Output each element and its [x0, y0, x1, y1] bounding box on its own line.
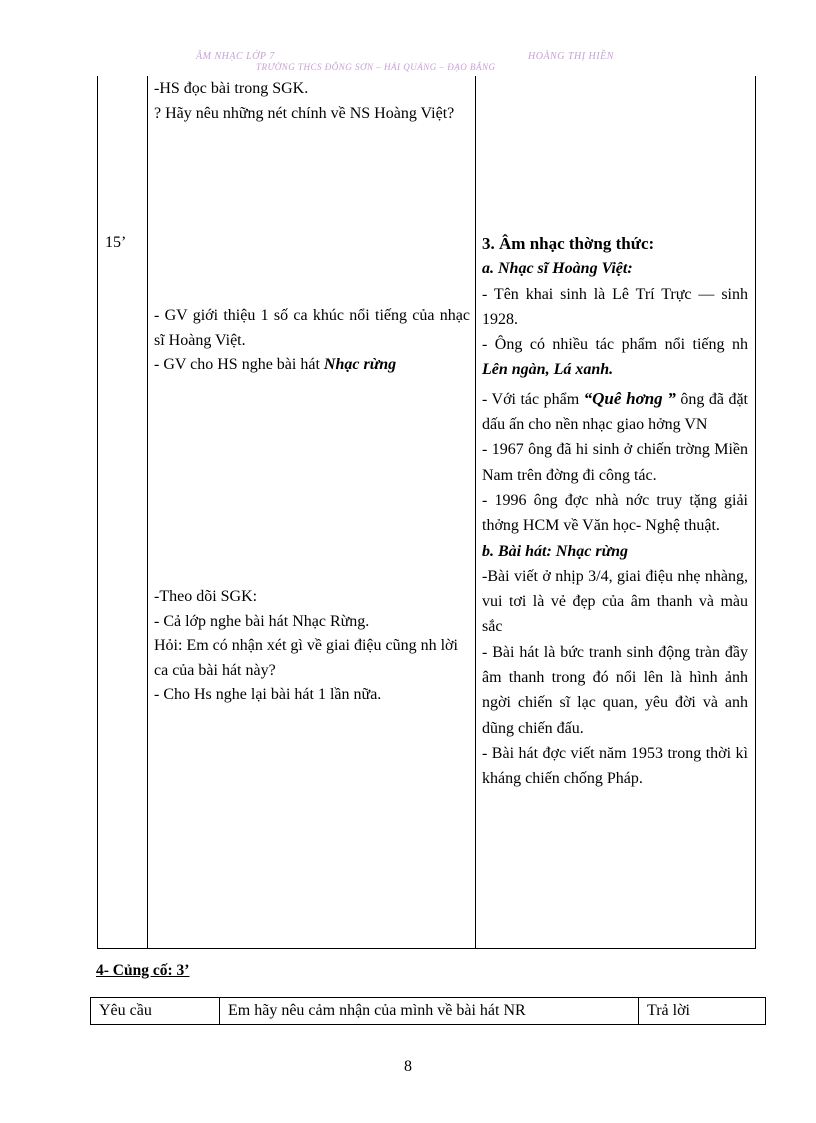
content-line: -Bài viết ở nhịp 3/4, giai điệu nhẹ nhàng, vui tơi là vẻ đẹp của âm thanh và màu sắc: [482, 567, 748, 636]
song-name: Nhạc rừng: [323, 356, 397, 373]
table-border-col1: [147, 76, 148, 949]
content-line: - Bài hát là bức tranh sinh động tràn đầy âm thanh trong đó nổi lên là hình ảnh ngời chiến sĩ lạc quan, yêu đời và anh dũng chiến đấu.: [482, 643, 748, 737]
subsection-b-title: b. Bài hát: Nhạc rừng: [482, 542, 629, 560]
table-border-left: [97, 76, 98, 949]
activity-text: - GV cho HS nghe bài hát: [154, 356, 324, 373]
activity-line: [154, 353, 470, 378]
teacher-activity-mid: [154, 304, 470, 378]
teacher-activity-bottom: [154, 585, 470, 708]
content-line: - Với tác phẩm “Quê hơng ” ông đã đặt dấu ấn cho nền nhạc giao hởng VN: [482, 388, 748, 434]
header-left: ÂM NHẠC LỚP 7: [196, 51, 275, 62]
requirement-answer: Trả lời: [647, 1002, 690, 1019]
requirement-question: Em hãy nêu cảm nhận của mình về bài hát NR: [228, 1002, 526, 1019]
teacher-activity-top: [154, 77, 470, 126]
table-border-right: [755, 76, 756, 949]
work-name: “Quê hơng ”: [583, 388, 676, 408]
section-title: 3. Âm nhạc thờng thức:: [482, 234, 655, 253]
content-line: - 1996 ông đợc nhà nớc truy tặng giải thởng HCM về Văn học- Nghệ thuật.: [482, 491, 748, 535]
works-names: Lên ngàn, Lá xanh.: [482, 361, 614, 379]
table-border-bottom: [97, 948, 756, 949]
requirement-table: [90, 997, 766, 1025]
section-heading: 4- Củng cố: 3’: [96, 962, 190, 979]
subsection-a-title: a. Nhạc sĩ Hoàng Việt:: [482, 260, 633, 278]
page-number: 8: [404, 1058, 412, 1075]
content-line: - 1967 ông đã hi sinh ở chiến trờng Miền Nam trên đờng đi công tác.: [482, 441, 748, 484]
activity-line: -Theo dõi SGK:: [154, 588, 258, 605]
content-line: - Bài hát đợc viết năm 1953 trong thời kì kháng chiến chống Pháp.: [482, 744, 748, 788]
content-column: [482, 231, 748, 792]
activity-line: - Cho Hs nghe lại bài hát 1 lần nữa.: [154, 686, 382, 703]
content-line: - Ông có nhiều tác phẩm nổi tiếng nh Lên ngàn, Lá xanh.: [482, 336, 748, 379]
requirement-label: Yêu cầu: [99, 1002, 152, 1019]
activity-line: Hỏi: Em có nhận xét gì về giai điệu cũng nh lời ca của bài hát này?: [154, 637, 458, 679]
content-line: - Tên khai sinh là Lê Trí Trực — sinh 1928.: [482, 285, 748, 328]
time-cell: 15’: [105, 234, 127, 251]
table-border-col2: [475, 76, 476, 949]
activity-line: -HS đọc bài trong SGK.: [154, 80, 309, 97]
activity-line: - GV giới thiệu 1 số ca khúc nổi tiếng của nhạc sĩ Hoàng Việt.: [154, 307, 470, 349]
header-subtitle: TRƯỜNG THCS ĐÔNG SƠN – HẢI QUẢNG – ĐẠO BẮNG: [256, 62, 496, 72]
header-right: HOÀNG THỊ HIỀN: [528, 51, 614, 62]
activity-line: ? Hãy nêu những nét chính về NS Hoàng Việt?: [154, 104, 455, 122]
activity-line: - Cả lớp nghe bài hát Nhạc Rừng.: [154, 612, 370, 630]
